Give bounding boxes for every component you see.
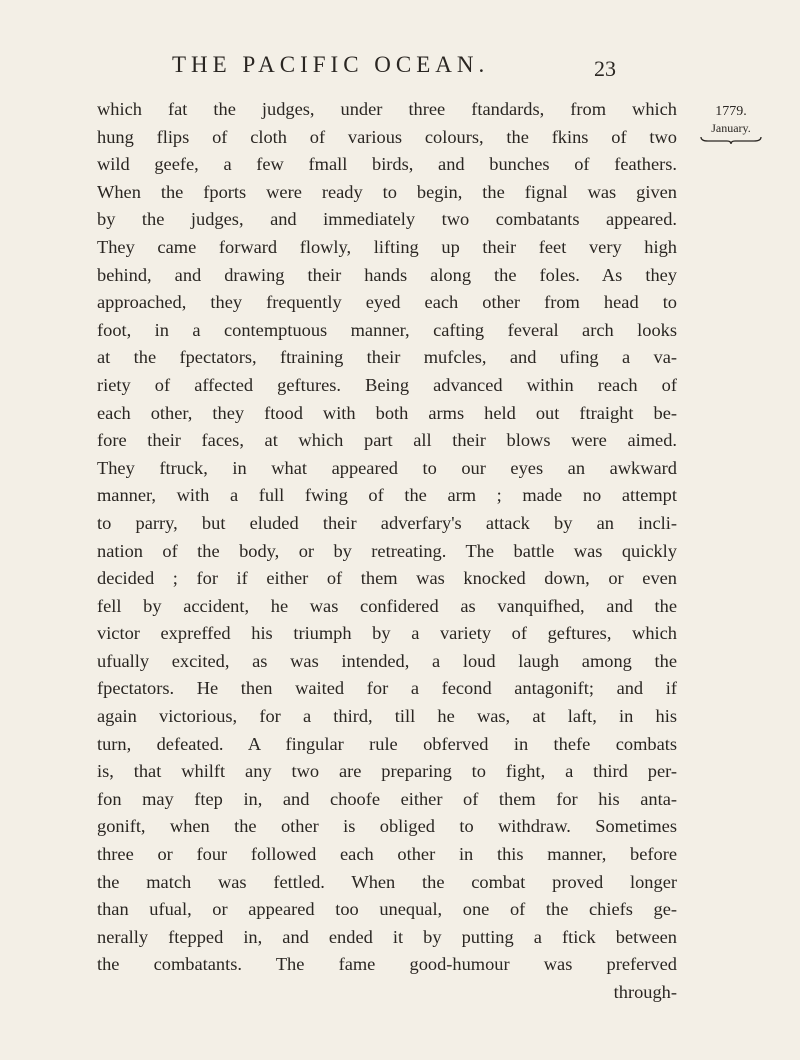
text-line: which fat the judges, under three ftandards, from which (97, 99, 677, 119)
text-line: each other, they ftood with both arms held out ftraight be- (97, 402, 677, 423)
text-line: turn, defeated. A fingular rule obferved in thefe combats (97, 733, 677, 754)
text-line: behind, and drawing their hands along the foles. As they (97, 264, 677, 285)
text-line: through- (613, 982, 677, 1002)
text-line: at the fpectators, ftraining their mufcles, and ufing a va- (97, 347, 677, 368)
margin-note (696, 104, 766, 144)
text-line: manner, with a full fwing of the arm ; made no attempt (97, 485, 677, 506)
text-line: than ufual, or appeared too unequal, one of the chiefs ge- (97, 899, 677, 920)
text-line: They came forward flowly, lifting up their feet very high (97, 236, 677, 257)
running-head: THE PACIFIC OCEAN. (172, 52, 490, 77)
margin-brace-icon (700, 136, 762, 144)
margin-note-year: 1779. (715, 104, 747, 119)
text-line: hung flips of cloth of various colours, the fkins of two (97, 126, 677, 147)
text-line: decided ; for if either of them was knocked down, or even (97, 568, 677, 589)
text-line: ufually excited, as was intended, a loud laugh among the (97, 650, 677, 671)
text-line: is, that whilft any two are preparing to fight, a third per- (97, 761, 677, 782)
body-text (97, 96, 677, 1007)
text-line: nerally ftepped in, and ended it by putting a ftick between (97, 926, 677, 947)
text-line: fon may ftep in, and choofe either of them for his anta- (97, 788, 677, 809)
text-line: by the judges, and immediately two combatants appeared. (97, 209, 677, 230)
text-line: again victorious, for a third, till he was, at laft, in his (97, 706, 677, 727)
margin-note-month: January. (711, 121, 751, 135)
text-line: fore their faces, at which part all their blows were aimed. (97, 430, 677, 451)
text-line: foot, in a contemptuous manner, cafting feveral arch looks (97, 319, 677, 340)
text-line: fell by accident, he was confidered as vanquifhed, and the (97, 595, 677, 616)
text-line: gonift, when the other is obliged to withdraw. Sometimes (97, 816, 677, 837)
text-line: the match was fettled. When the combat proved longer (97, 871, 677, 892)
text-line: three or four followed each other in this manner, before (97, 844, 677, 865)
text-line: They ftruck, in what appeared to our eyes an awkward (97, 457, 677, 478)
text-line: riety of affected geftures. Being advanced within reach of (97, 374, 677, 395)
text-line: fpectators. He then waited for a fecond antagonift; and if (97, 678, 677, 699)
text-line: victor expreffed his triumph by a variety of geftures, which (97, 623, 677, 644)
page-number: 23 (594, 56, 616, 81)
text-line: to parry, but eluded their adverfary's attack by an incli- (97, 512, 677, 533)
text-line: approached, they frequently eyed each other from head to (97, 292, 677, 313)
text-line: nation of the body, or by retreating. The battle was quickly (97, 540, 677, 561)
text-line: wild geefe, a few fmall birds, and bunches of feathers. (97, 154, 677, 175)
text-line: the combatants. The fame good-humour was preferved (97, 954, 677, 975)
text-line: When the fports were ready to begin, the fignal was given (97, 181, 677, 202)
